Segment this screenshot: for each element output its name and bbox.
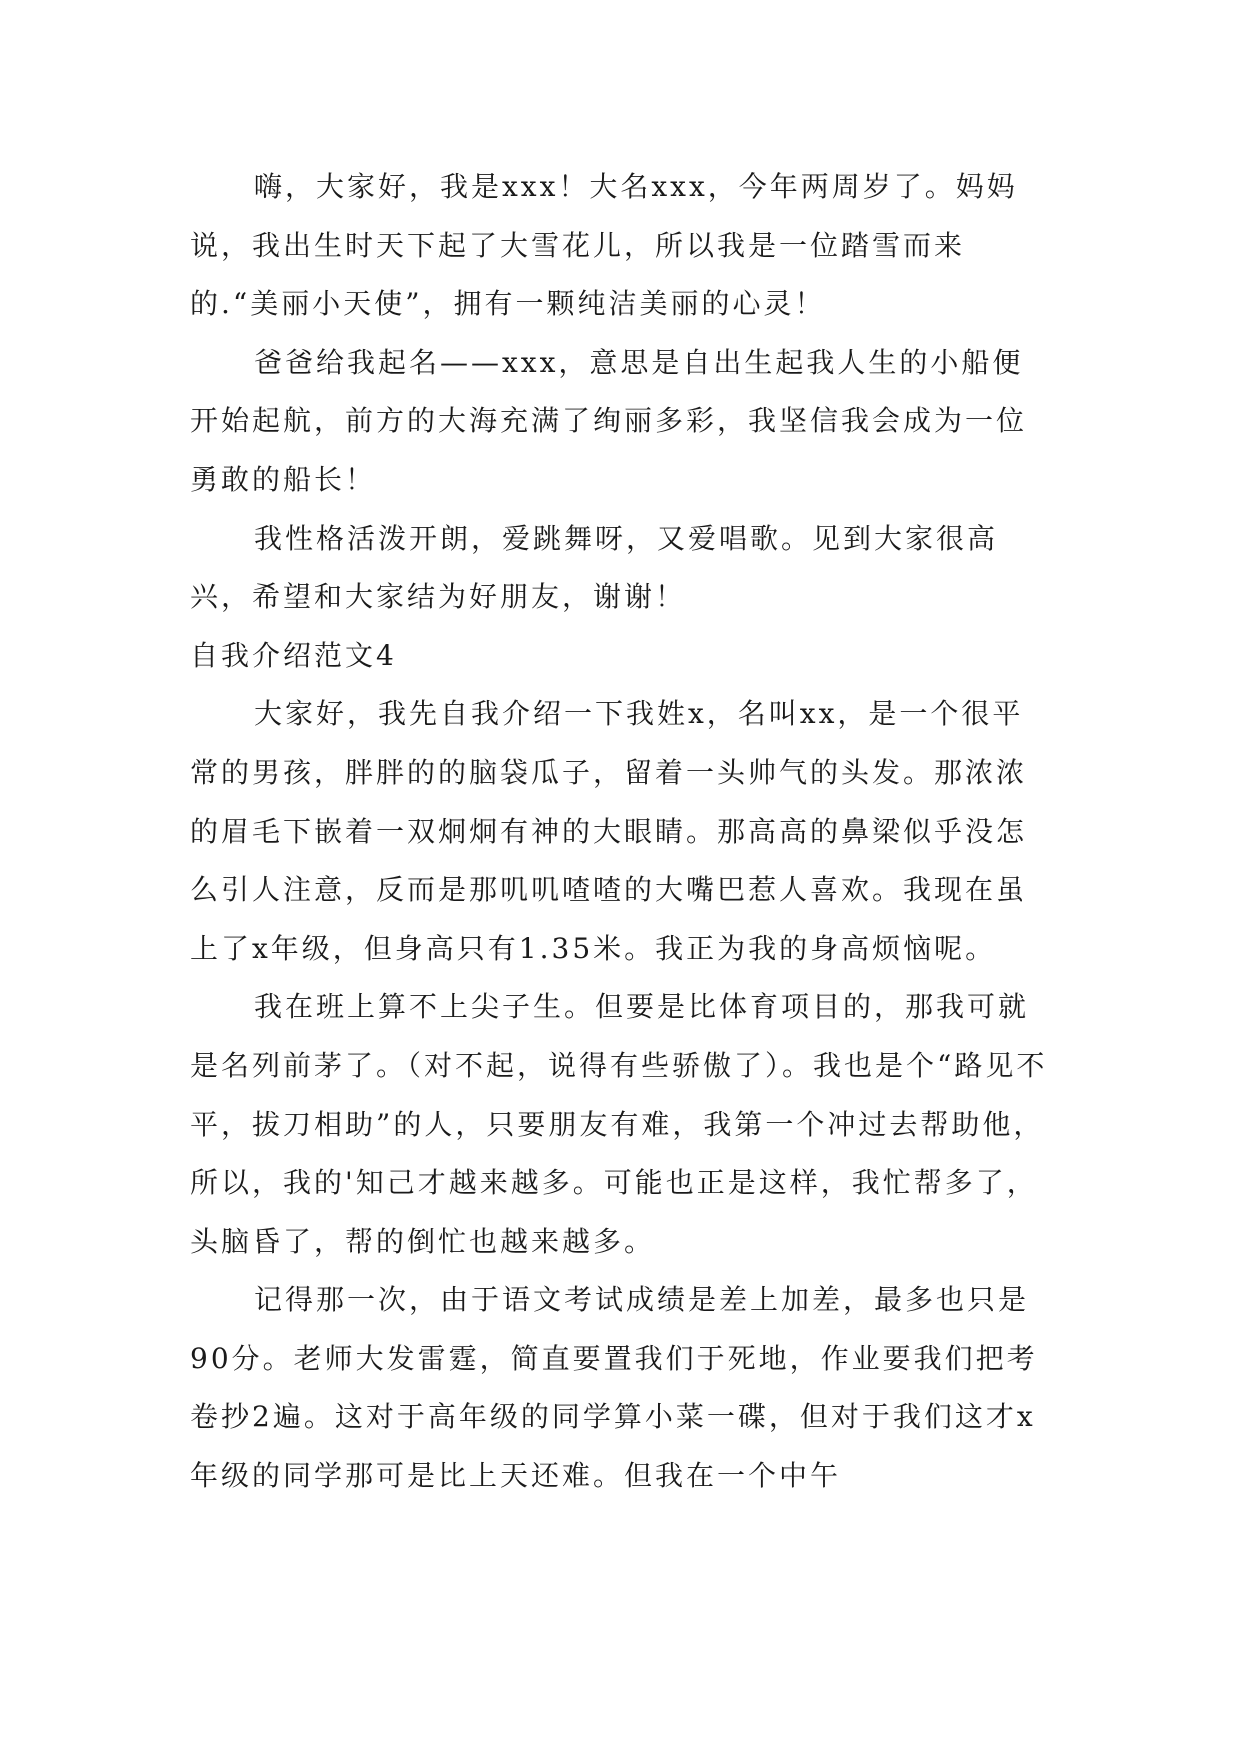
paragraph-class-performance: 我在班上算不上尖子生。但要是比体育项目的，那我可就是名列前茅了。（对不起，说得有些骄傲了）。我也是个“路见不平，拔刀相助”的人，只要朋友有难，我第一个冲过去帮助他，所以，我的'知己才越来越多。可能也正是这样，我忙帮多了，头脑昏了，帮的倒忙也越来越多。: [190, 990, 1048, 1258]
paragraph-intro-name: 爸爸给我起名——xxx，意思是自出生起我人生的小船便开始起航，前方的大海充满了绚丽多彩，我坚信我会成为一位勇敢的船长！: [190, 345, 1028, 496]
document-body: [190, 158, 1050, 1506]
paragraph-self-description: 大家好，我先自我介绍一下我姓x，名叫xx，是一个很平常的男孩，胖胖的的脑袋瓜子，留着一头帅气的头发。那浓浓的眉毛下嵌着一双炯炯有神的大眼睛。那高高的鼻梁似乎没怎么引人注意，反而是那叽叽喳喳的大嘴巴惹人喜欢。我现在虽上了x年级，但身高只有1.35米。我正为我的身高烦恼呢。: [190, 697, 1028, 965]
paragraph-intro-greeting: 嗨，大家好，我是xxx！大名xxx，今年两周岁了。妈妈说，我出生时天下起了大雪花儿，所以我是一位踏雪而来的.“美丽小天使”，拥有一颗纯洁美丽的心灵！: [190, 170, 1018, 321]
paragraph-intro-personality: 我性格活泼开朗，爱跳舞呀，又爱唱歌。见到大家很高兴，希望和大家结为好朋友，谢谢！: [190, 521, 999, 614]
section-heading: 自我介绍范文4: [190, 638, 397, 672]
paragraph-exam-story: 记得那一次，由于语文考试成绩是差上加差，最多也只是90分。老师大发雷霆，简直要置我们于死地，作业要我们把考卷抄2遍。这对于高年级的同学算小菜一碟，但对于我们这才x年级的同学那可是比上天还难。但我在一个中午: [190, 1283, 1038, 1493]
